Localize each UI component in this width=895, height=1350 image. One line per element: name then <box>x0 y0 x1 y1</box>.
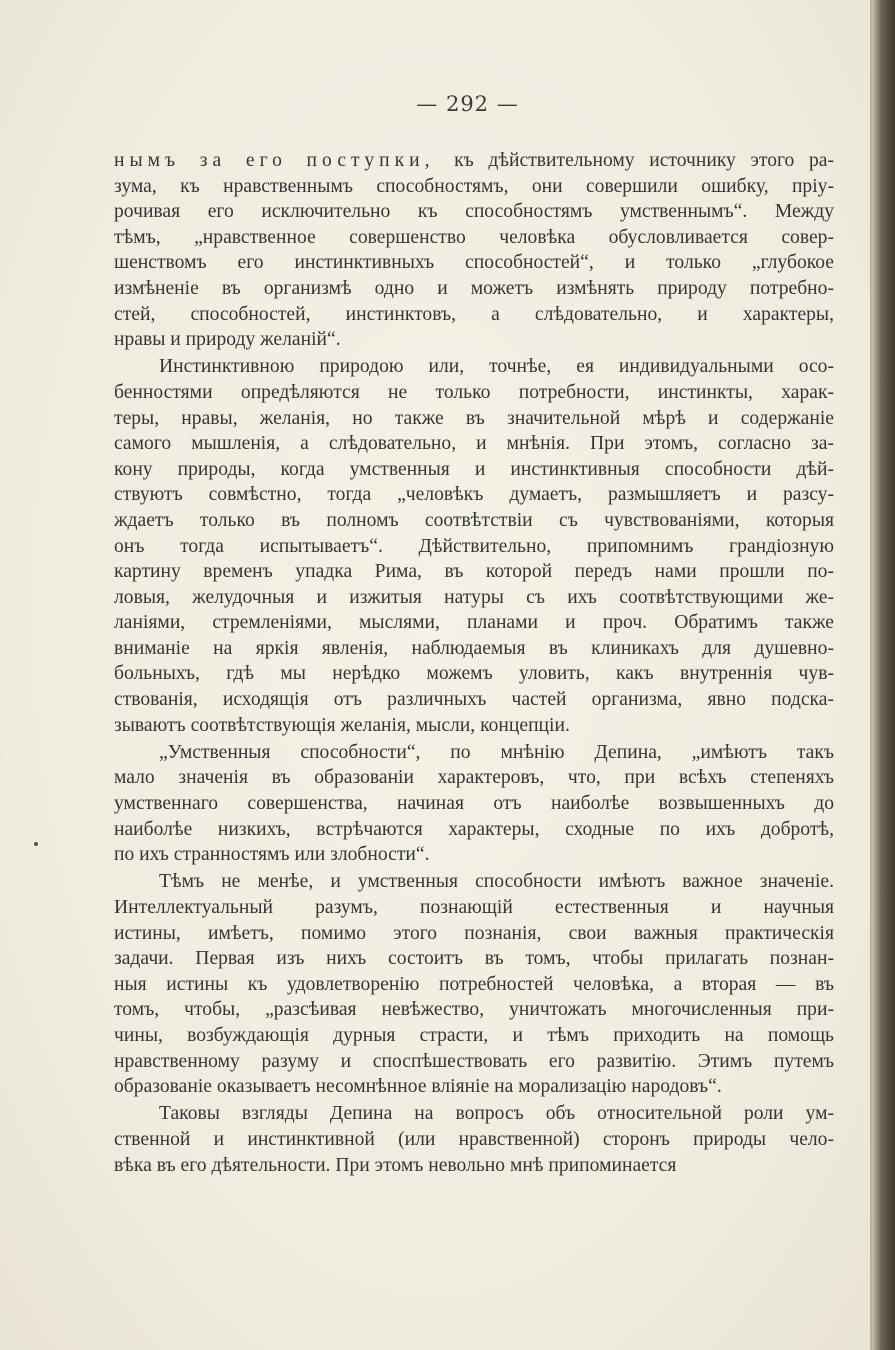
text-line: образованіе оказываетъ несомнѣнное вліяніе на морализацію народовъ“. <box>114 1076 722 1098</box>
text-line: томъ, чтобы, „разсѣивая невѣжество, уничтожать многочисленныя при- <box>114 999 834 1021</box>
text-line: вниманіе на яркія явленія, наблюдаемыя въ клиникахъ для душевно- <box>114 637 834 659</box>
paragraph <box>114 354 834 738</box>
text-line: вѣка въ его дѣятельности. При этомъ невольно мнѣ припоминается <box>114 1154 677 1176</box>
paragraph <box>114 148 834 353</box>
text-line: бенностями опредѣляются не только потребности, инстинкты, харак- <box>114 381 834 403</box>
book-spine-shadow <box>872 0 895 1350</box>
text-line: умственнаго совершенства, начиная отъ наиболѣе возвышенныхъ до <box>114 793 834 815</box>
text-line: ныя истины къ удовлетворенію потребностей человѣка, а вторая — въ <box>114 973 834 995</box>
text-line: тѣмъ, „нравственное совершенство человѣка обусловливается совер- <box>114 226 834 248</box>
text-line: ланіями, стремленіями, мыслями, планами и проч. Обратимъ также <box>114 612 834 634</box>
text-line: измѣненіе въ организмѣ одно и можетъ измѣнять природу потребно- <box>114 277 834 299</box>
text-line: самого мышленія, а слѣдовательно, и мнѣнія. При этомъ, согласно за- <box>114 433 834 455</box>
text-line: картину временъ упадка Рима, въ которой передъ нами прошли по- <box>114 561 834 583</box>
text-line: шенствомъ его инстинктивныхъ способностей“, и только „глубокое <box>114 252 834 274</box>
text-line: стей, способностей, инстинктовъ, а слѣдовательно, и характеры, <box>114 303 834 325</box>
text-line: Таковы взгляды Депина на вопросъ объ относительной роли ум- <box>159 1103 834 1125</box>
text-line: истины, имѣетъ, помимо этого познанія, свои важныя практическія <box>114 922 834 944</box>
text-line: по ихъ странностямъ или злобности“. <box>114 844 430 866</box>
text-line: ствованія, исходящія отъ различныхъ частей организма, явно подска- <box>114 689 834 711</box>
text-line: теры, нравы, желанія, но также въ значительной мѣрѣ и содержаніе <box>114 407 834 429</box>
text-line: рочивая его исключительно къ способностямъ умственнымъ“. Между <box>114 201 834 223</box>
text-line: „Умственныя способности“, по мнѣнію Депина, „имѣютъ такъ <box>159 741 834 763</box>
text-line: наиболѣе низкихъ, встрѣчаются характеры, сходные по ихъ добротѣ, <box>114 818 834 840</box>
text-line: Тѣмъ не менѣе, и умственныя способности имѣютъ важное значеніе. <box>159 871 834 893</box>
text-line: нравы и природу желаній“. <box>114 329 341 351</box>
body-text <box>114 148 834 1180</box>
text-line: онъ тогда испытываетъ“. Дѣйствительно, припомнимъ грандіозную <box>114 535 834 557</box>
paragraph <box>114 1101 834 1178</box>
text-line: мало значенія въ образованіи характеровъ, что, при всѣхъ степеняхъ <box>114 767 834 789</box>
page-number: — 292 — <box>416 92 519 116</box>
text-line: зываютъ соотвѣтствующія желанія, мысли, концепціи. <box>114 714 570 736</box>
text-line: кону природы, когда умственныя и инстинктивныя способности дѣй- <box>114 458 834 480</box>
paragraph <box>114 740 834 868</box>
text-line: Интеллектуальный разумъ, познающій естественныя и научныя <box>114 897 834 918</box>
text-line: ственной и инстинктивной (или нравственной) сторонъ природы чело- <box>114 1128 834 1150</box>
text-line: больныхъ, гдѣ мы нерѣдко можемъ уловить, какъ внутреннія чув- <box>114 663 834 685</box>
text-line: нравственному разуму и споспѣшествовать его развитію. Этимъ путемъ <box>114 1050 834 1072</box>
text-line: ждаетъ только въ полномъ соотвѣтствіи съ чувствованіями, которыя <box>114 509 834 531</box>
paragraph <box>114 869 834 1099</box>
ink-speck <box>34 842 38 846</box>
text-line: нымъ за его поступки, къ дѣйствительному источнику этого ра- <box>114 150 834 171</box>
text-line: чины, возбуждающія дурныя страсти, и тѣмъ приходить на помощь <box>114 1024 834 1046</box>
text-line: ствуютъ совмѣстно, тогда „человѣкъ думаетъ, размышляетъ и разсу- <box>114 484 834 506</box>
text-line: Инстинктивною природою или, точнѣе, ея индивидуальными осо- <box>159 356 834 378</box>
text-line: задачи. Первая изъ нихъ состоитъ въ томъ, чтобы прилагать познан- <box>114 948 834 970</box>
text-line: ловыя, желудочныя и изжитыя натуры съ ихъ соотвѣтствующими же- <box>114 586 834 608</box>
text-line: зума, къ нравственнымъ способностямъ, они совершили ошибку, пріу- <box>114 175 834 197</box>
